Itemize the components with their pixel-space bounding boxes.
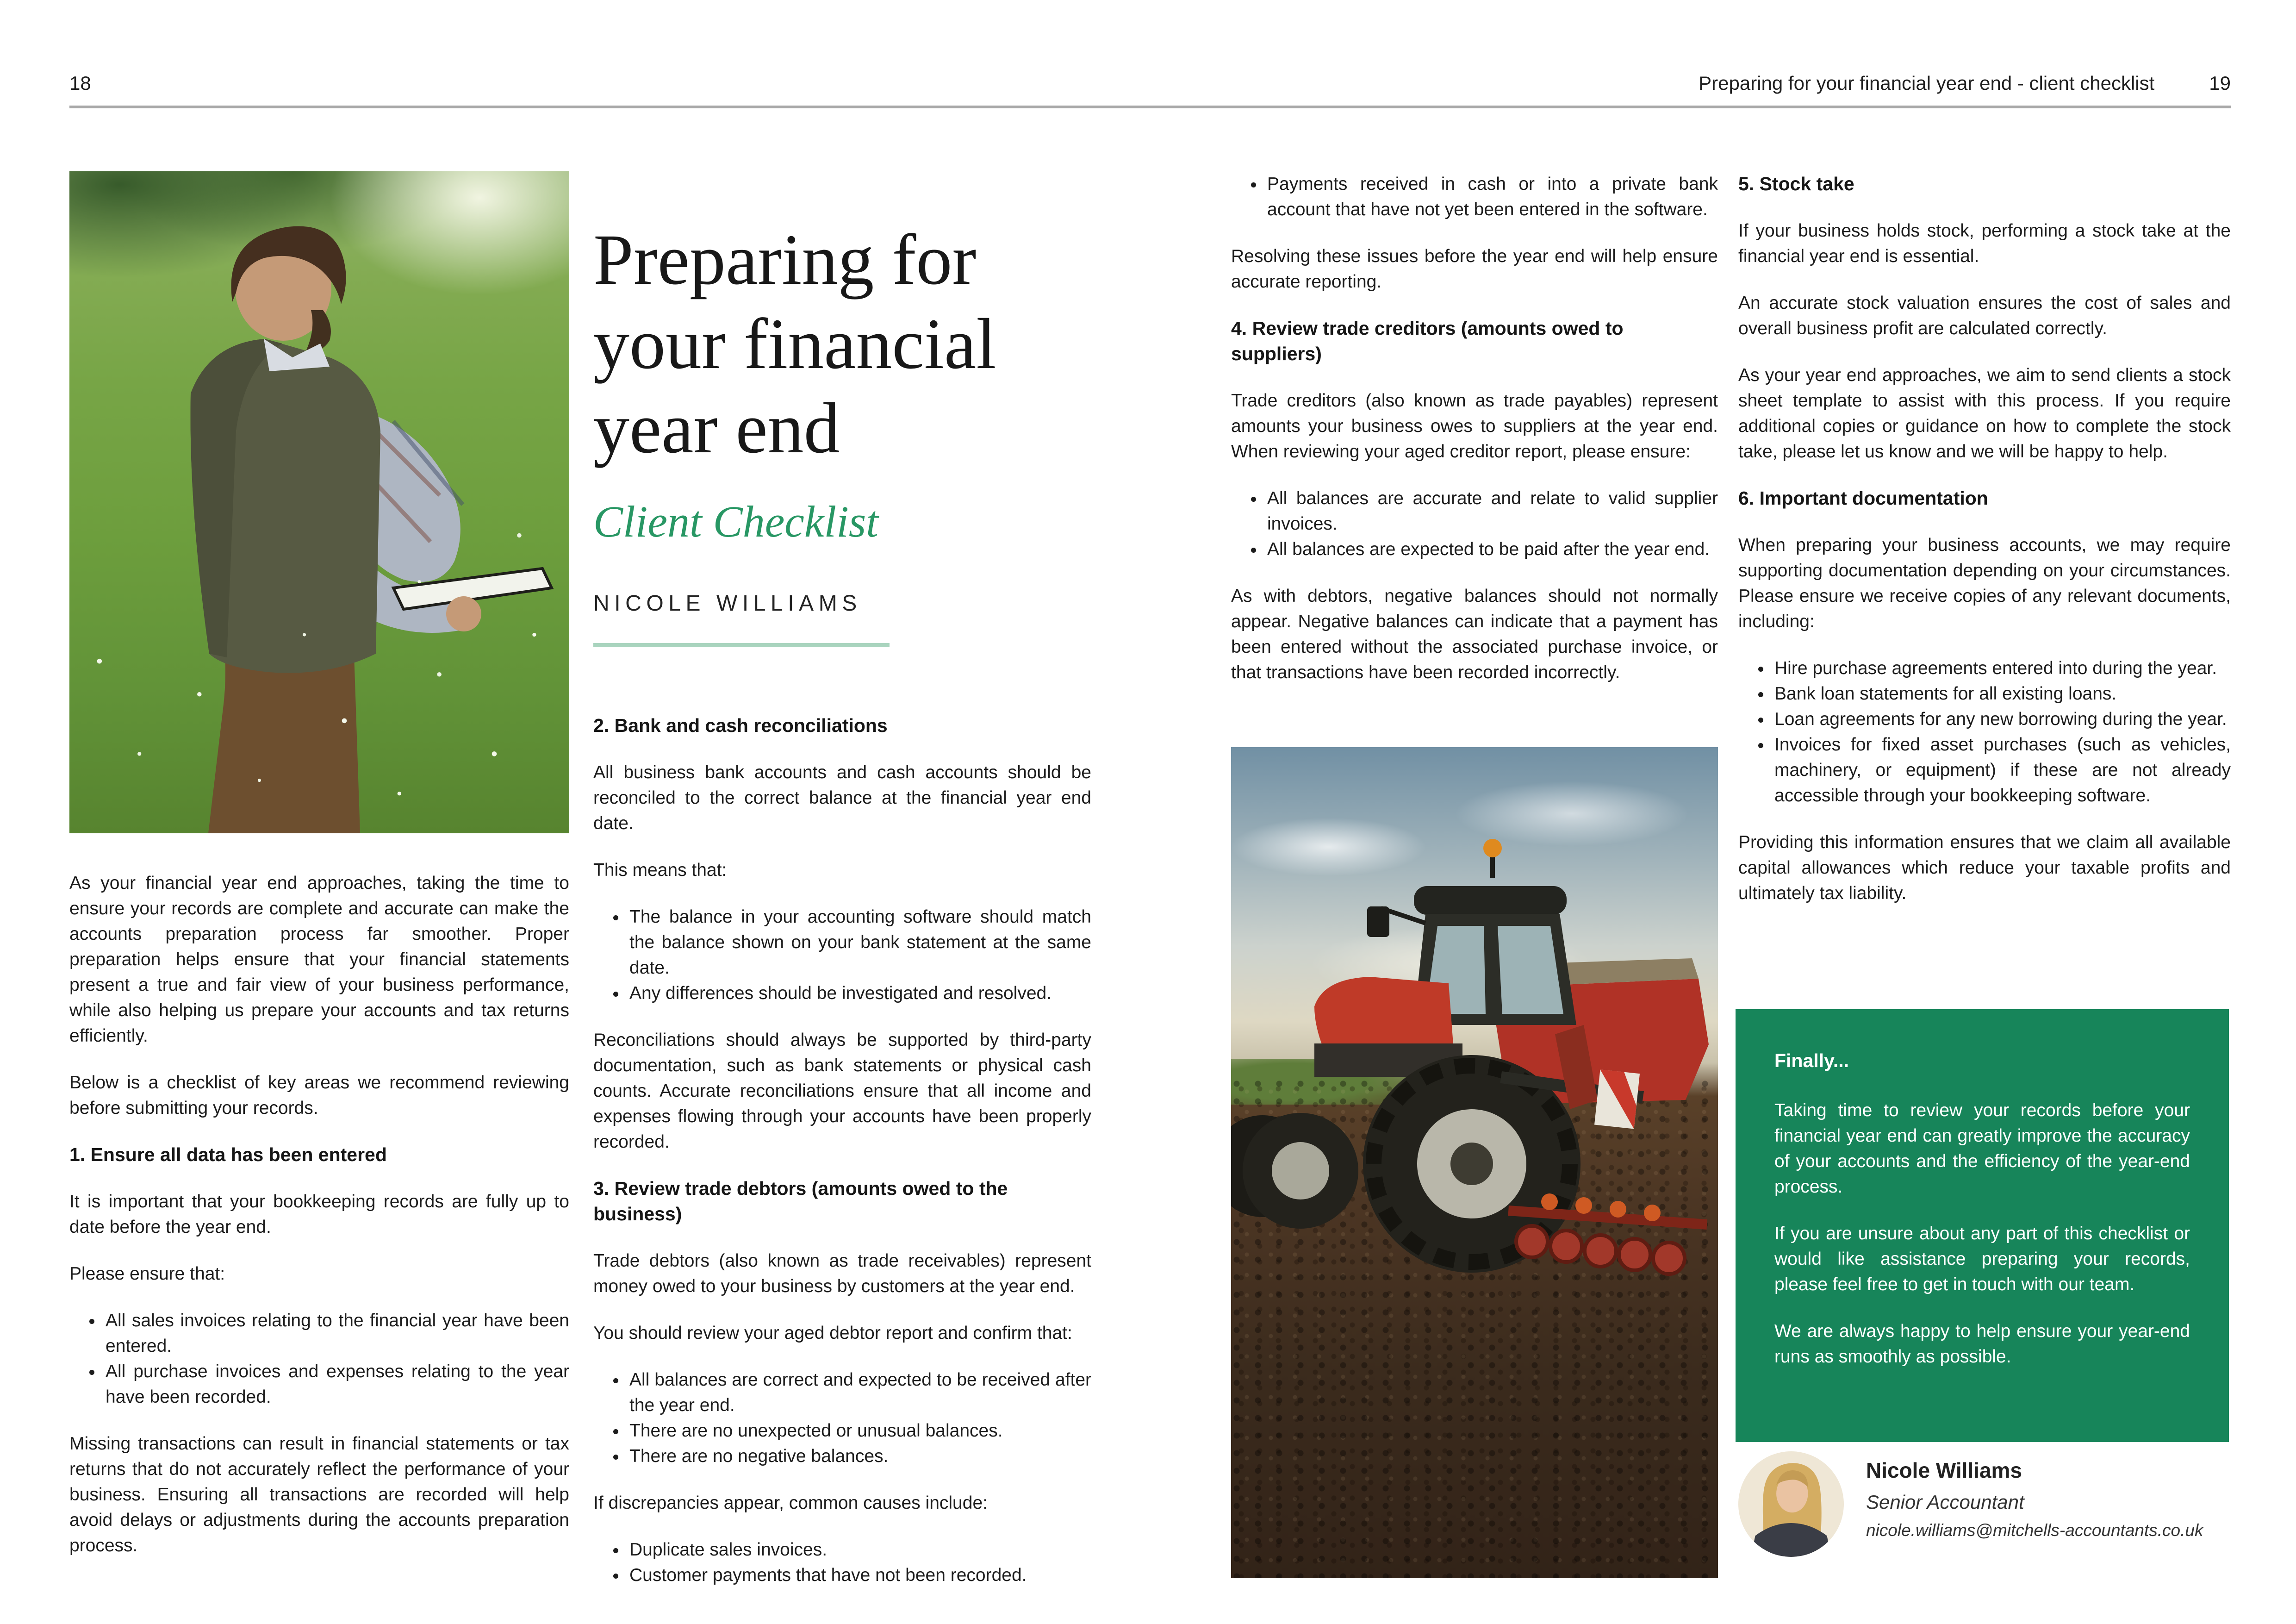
list-item: • Duplicate sales invoices. [627, 1537, 1091, 1562]
bullet-list [1231, 486, 1718, 562]
column-stock-docs [1738, 171, 2231, 927]
header-rule [69, 106, 2231, 108]
field-photo [69, 171, 569, 833]
paragraph: Missing transactions can result in financial statements or tax returns that do not accurately reflect the performance of your business. Ensuring all transactions are recorded will help avoid delays or adjustments during the accounts preparation process. [69, 1434, 569, 1555]
paragraph: Taking time to review your records before your financial year end can greatly improve the accuracy of your accounts and the efficiency of the year-end process. [1774, 1100, 2190, 1197]
paragraph: As your financial year end approaches, taking the time to ensure your records are complete and accurate can make the accounts preparation process far smoother. Proper preparation helps ensure that your financial statements present a true and fair view of your business performance, while also helping us prepare your accounts and tax returns efficiently. [69, 873, 569, 1046]
callout-heading: Finally... [1774, 1050, 1849, 1071]
paragraph: If discrepancies appear, common causes include: [593, 1493, 988, 1513]
list-item: • Bank loan statements for all existing loans. [1772, 681, 2231, 706]
list-item: • There are no unexpected or unusual balances. [627, 1418, 1091, 1443]
paragraph: We are always happy to help ensure your year-end runs as smoothly as possible. [1774, 1321, 2190, 1367]
list-item: • All balances are correct and expected to be received after the year end. [627, 1367, 1091, 1418]
subtitle: Client Checklist [593, 497, 878, 546]
tractor-illustration [1231, 747, 1718, 1578]
list-item: • All sales invoices relating to the financial year have been entered. [103, 1308, 569, 1359]
section-heading-2: 2. Bank and cash reconciliations [593, 715, 888, 736]
header-right [1699, 72, 2231, 94]
author-role: Senior Accountant [1866, 1491, 2024, 1513]
author-byline: NICOLE WILLIAMS [593, 591, 862, 616]
paragraph: If you are unsure about any part of this checklist or would like assistance preparing your records, please feel free to get in touch with our team. [1774, 1224, 2190, 1294]
author-card [1738, 1451, 2231, 1557]
paragraph: This means that: [593, 860, 727, 880]
paragraph: All business bank accounts and cash accounts should be reconciled to the correct balance at the financial year end date. [593, 762, 1091, 833]
list-item: • The balance in your accounting software should match the balance shown on your bank statement at the same date. [627, 904, 1091, 981]
list-item: • Hire purchase agreements entered into during the year. [1772, 656, 2231, 681]
list-item: • Invoices for fixed asset purchases (such as vehicles, machinery, or equipment) if these are not already accessible through your bookkeeping software. [1772, 732, 2231, 808]
page-title-line: your financial [593, 304, 996, 384]
section-heading-4: 4. Review trade creditors (amounts owed to suppliers) [1231, 318, 1624, 364]
paragraph: Reconciliations should always be supported by third-party documentation, such as bank statements or physical cash counts. Accurate reconciliations ensure that all income and expenses flowing through your accounts have been properly recorded. [593, 1030, 1091, 1152]
bullet-list [69, 1308, 569, 1410]
list-item: • Any differences should be investigated and resolved. [627, 981, 1091, 1006]
author-email: nicole.williams@mitchells-accountants.co.uk [1866, 1521, 2203, 1540]
finally-callout-panel [1736, 1009, 2229, 1442]
paragraph: Below is a checklist of key areas we recommend reviewing before submitting your records. [69, 1073, 569, 1118]
title-block [593, 218, 1091, 647]
section-heading-1: 1. Ensure all data has been entered [69, 1144, 387, 1165]
title-divider [593, 643, 890, 647]
paragraph: Resolving these issues before the year end will help ensure accurate reporting. [1231, 246, 1718, 292]
paragraph: Providing this information ensures that we claim all available capital allowances which reduce your taxable profits and ultimately tax liability. [1738, 832, 2231, 903]
running-title: Preparing for your financial year end - client checklist [1699, 72, 2155, 94]
paragraph: Trade creditors (also known as trade payables) represent amounts your business owes to suppliers at the year end. When reviewing your aged creditor report, please ensure: [1231, 391, 1718, 462]
column-intro [69, 870, 569, 1580]
right-page-number: 19 [2209, 72, 2231, 94]
list-item: • Loan agreements for any new borrowing during the year. [1772, 706, 2231, 732]
paragraph: As with debtors, negative balances should not normally appear. Negative balances can indicate that a payment has been entered without the associated purchase invoice, or that transactions have been recorded incorrectly. [1231, 586, 1718, 682]
paragraph: You should review your aged debtor report and confirm that: [593, 1323, 1072, 1343]
left-page-number: 18 [69, 72, 91, 94]
paragraph: If your business holds stock, performing a stock take at the financial year end is essential. [1738, 221, 2231, 266]
list-item: • Payments received in cash or into a private bank account that have not yet been entered in the software. [1264, 171, 1718, 222]
page-title-line: year end [593, 388, 840, 468]
column-reconciliations [593, 713, 1091, 1609]
author-name: Nicole Williams [1866, 1458, 2022, 1482]
section-heading-3: 3. Review trade debtors (amounts owed to the business) [593, 1178, 1008, 1224]
paragraph: Trade debtors (also known as trade receivables) represent money owed to your business by customers at the year end. [593, 1251, 1091, 1296]
section-heading-5: 5. Stock take [1738, 173, 1854, 194]
paragraph: It is important that your bookkeeping records are fully up to date before the year end. [69, 1192, 569, 1237]
author-text [1866, 1451, 2203, 1557]
list-item: • Customer payments that have not been recorded. [627, 1562, 1091, 1588]
tractor-photo [1231, 747, 1718, 1578]
paragraph: As your year end approaches, we aim to send clients a stock sheet template to assist with this process. If you require additional copies or guidance on how to complete the stock take, please let us know and we will be happy to help. [1738, 365, 2231, 462]
man-with-tablet-illustration [69, 171, 569, 833]
bullet-list [593, 1367, 1091, 1469]
avatar [1738, 1451, 1844, 1557]
paragraph: An accurate stock valuation ensures the cost of sales and overall business profit are calculated correctly. [1738, 293, 2231, 338]
list-item: • All purchase invoices and expenses relating to the year have been recorded. [103, 1359, 569, 1410]
list-item: • All balances are expected to be paid after the year end. [1264, 537, 1718, 562]
section-heading-6: 6. Important documentation [1738, 487, 1988, 509]
author-portrait-illustration [1738, 1451, 1844, 1557]
bullet-list [593, 1537, 1091, 1588]
bullet-list [1231, 171, 1718, 222]
list-item: • All balances are accurate and relate to valid supplier invoices. [1264, 486, 1718, 537]
paragraph: Please ensure that: [69, 1264, 225, 1284]
page-title-line: Preparing for [593, 219, 977, 300]
column-creditors [1231, 171, 1718, 706]
paragraph: When preparing your business accounts, we may require supporting documentation depending on your circumstances. Please ensure we receive copies of any relevant documents, including: [1738, 535, 2231, 631]
bullet-list [1738, 656, 2231, 808]
list-item: • There are no negative balances. [627, 1443, 1091, 1469]
bullet-list [593, 904, 1091, 1006]
